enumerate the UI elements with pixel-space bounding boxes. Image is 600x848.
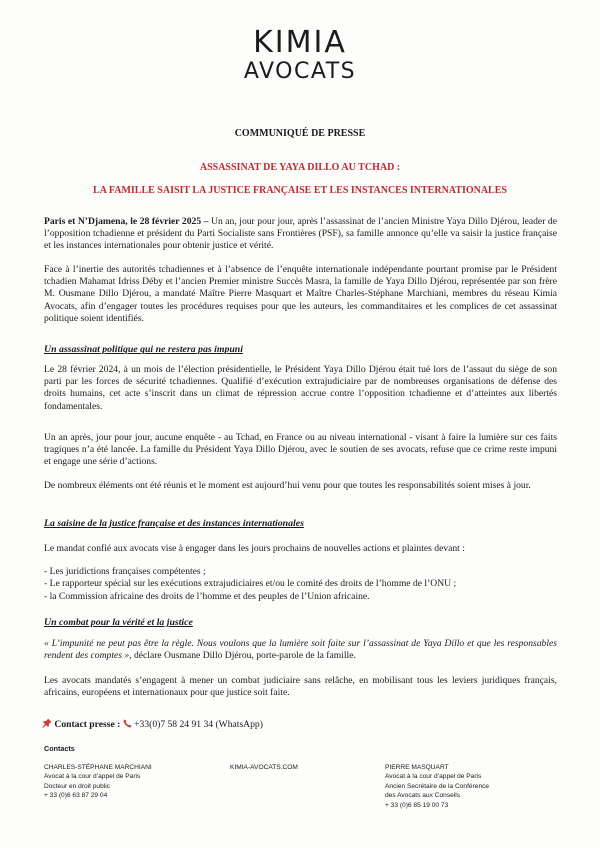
press-contact-label: Contact presse : (54, 719, 121, 730)
section-title-saisine: La saisine de la justice française et des instances internationales (44, 518, 304, 529)
contact-title: Ancien Secrétaire de la Conférence (385, 782, 490, 790)
section2-list (44, 566, 557, 603)
phone-icon (123, 719, 132, 728)
family-quote: « L’impunité ne peut pas être la règle. Nous voulons que la lumière soit faite sur l’assassinat de Yaya Dillo et que les responsables rendent des comptes » (44, 638, 557, 662)
logo-line-1: KIMIA (253, 25, 347, 60)
section3-paragraph-2: Les avocats mandatés s’engagent à mener un combat judiciaire sans relâche, en mobilisant tous les leviers juridiques français, africains, européens et internationaux pour que justice soit faite. (44, 675, 557, 699)
press-contact-phone: +33(0)7 58 24 91 34 (WhatsApp) (134, 719, 263, 730)
pushpin-icon (42, 718, 52, 728)
intro-paragraph (44, 216, 557, 253)
section1-paragraph-2: Un an après, jour pour jour, aucune enquête - au Tchad, en France ou au niveau international - visant à faire la lumière sur ces faits tragiques n’a été lancée. La famille du Président Yaya Dillo Djérou, avec le soutien de ses avocats, refuse que ce crime reste impuni et engage une série d’actions. (44, 432, 557, 468)
contact-masquart (385, 763, 489, 810)
contact-name: CHARLES-STÉPHANE MARCHIANI (44, 764, 152, 771)
contact-website (230, 763, 298, 772)
list-item: - Le rapporteur spécial sur les exécutions extrajudiciaires et/ou le comité des droits de l’homme de l’ONU ; (44, 578, 457, 590)
list-item: - la Commission africaine des droits de l’homme et des peuples de l’Union africaine. (44, 590, 370, 602)
logo-line-2: AVOCATS (243, 59, 357, 84)
section-title-combat: Un combat pour la vérité et la justice (44, 617, 193, 628)
section2-intro: Le mandat confié aux avocats vise à engager dans les jours prochains de nouvelles actions et plaintes devant : (44, 543, 465, 554)
contact-title-cont: des Avocats aux Conseils (385, 792, 461, 800)
title-line-1: ASSASSINAT DE YAYA DILLO AU TCHAD : (199, 162, 401, 173)
contact-name: PIERRE MASQUART (385, 764, 449, 771)
contact-phone: + 33 (0)6 85 19 00 73 (385, 801, 449, 809)
section1-paragraph-3: De nombreux éléments ont été réunis et le moment est aujourd’hui venu pour que toutes les responsabilités soient mises à jour. (44, 480, 531, 491)
contact-role: Avocat à la cour d’appel de Paris (44, 773, 141, 781)
contact-title: Docteur en droit public (44, 782, 110, 790)
press-contact (42, 718, 263, 730)
contact-phone: + 33 (0)6 63 87 29 04 (44, 792, 108, 800)
document-type-heading: COMMUNIQUÉ DE PRESSE (234, 128, 366, 139)
contact-role: Avocat à la cour d’appel de Paris (385, 773, 482, 781)
section-title-assassinat: Un assassinat politique qui ne restera pas impuni (44, 344, 243, 355)
section1-paragraph-1: Le 28 février 2024, à un mois de l’élection présidentielle, le Président Yaya Dillo Djérou était tué lors de l’assaut du siège de son parti par les forces de sécurité tchadiennes. Qualifié d’exécution extrajudiciaire par de nombreuses organisations de défense des droits humains, cet acte s’inscrit dans un climat de répression accrue contre l’opposition tchadienne et d’atteintes aux libertés fondamentales. (44, 364, 557, 412)
kimia-avocats-logo (0, 26, 600, 84)
list-item: - Les juridictions françaises compétentes ; (44, 566, 206, 577)
intro-text: Un an, jour pour jour, après l’assassinat de l’ancien Ministre Yaya Dillo Djérou, leader de l’opposition tchadienne et président du Parti Socialiste sans Frontières (PSF), sa famille annonce qu’elle va saisir la justice française et les instances internationales pour obtenir justice et vérité. (44, 216, 557, 252)
quote-paragraph (44, 638, 557, 662)
quote-attribution: , déclare Ousmane Dillo Djérou, porte-parole de la famille. (129, 650, 356, 662)
paragraph-mandate: Face à l’inertie des autorités tchadiennes et à l’absence de l’enquête internationale indépendante pourtant promise par le Président tchadien Mahamat Idriss Déby et l’ancien Premier ministre Succès Masra, la famille de Yaya Dillo Djérou, représentée par son frère M. Ousmane Dillo Djérou, a mandaté Maître Pierre Masquart et Maître Charles-Stéphane Marchiani, membres du réseau Kimia Avocats, afin d’engager toutes les procédures requises pour que les auteurs, les commanditaires et les complices de cet assassinat politique soient identifiés. (44, 264, 557, 324)
dateline: Paris et N’Djamena, le 28 février 2025 – (44, 216, 209, 227)
title-line-2: LA FAMILLE SAISIT LA JUSTICE FRANÇAISE ET LES INSTANCES INTERNATIONALES (93, 185, 507, 196)
website-link[interactable]: KIMIA-AVOCATS.COM (230, 764, 298, 771)
contacts-heading: Contacts (44, 744, 75, 753)
contact-marchiani (44, 763, 152, 801)
